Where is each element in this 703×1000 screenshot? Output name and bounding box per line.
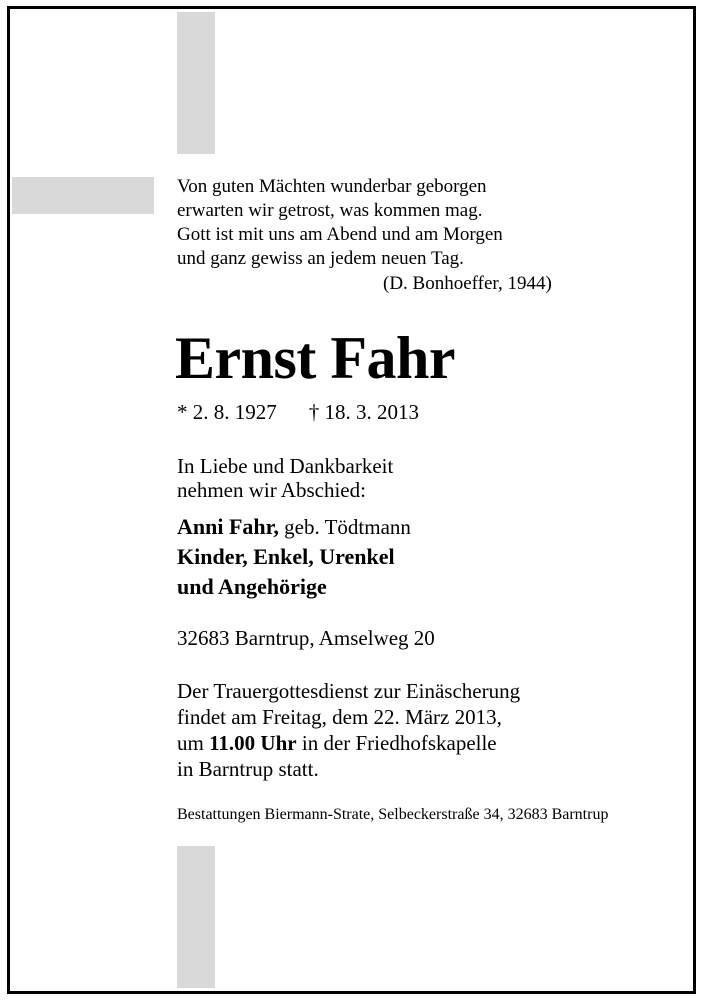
farewell-line: In Liebe und Dankbarkeit [177, 454, 394, 478]
deceased-name: Ernst Fahr [175, 325, 455, 391]
verse-line: Gott ist mit uns am Abend und am Morgen [177, 224, 503, 245]
service-time: 11.00 Uhr [209, 731, 297, 755]
service-details [177, 678, 520, 782]
farewell-line: nehmen wir Abschied: [177, 478, 366, 502]
verse-line: erwarten wir getrost, was kommen mag. [177, 200, 483, 221]
relatives-line [177, 572, 411, 602]
family-members: Kinder, Enkel, Urenkel [177, 544, 395, 569]
spouse-name: Anni Fahr, [177, 514, 279, 539]
service-line: in Barntrup statt. [177, 757, 319, 781]
cross-bar-top [177, 12, 215, 154]
service-time-prefix: um [177, 731, 204, 755]
spouse-line [177, 512, 411, 542]
spouse-maiden-name: geb. Tödtmann [284, 515, 411, 539]
farewell-text [177, 454, 393, 502]
verse-line: Von guten Mächten wunderbar geborgen [177, 176, 487, 197]
service-location: in der Friedhofskapelle [301, 731, 497, 755]
birth-date: * 2. 8. 1927 [177, 400, 277, 424]
family-address: 32683 Barntrup, Amselweg 20 [177, 626, 435, 650]
family-line [177, 542, 411, 572]
undertaker-info: Bestattungen Biermann-Strate, Selbeckerstraße 34, 32683 Barntrup [177, 806, 609, 823]
cross-bar-bottom [177, 846, 215, 988]
service-line [177, 730, 520, 756]
verse-attribution: (D. Bonhoeffer, 1944) [383, 273, 552, 294]
cross-bar-left [12, 177, 154, 214]
death-date: † 18. 3. 2013 [308, 400, 419, 424]
bonhoeffer-verse [177, 175, 503, 271]
mourners-list [177, 512, 411, 602]
life-dates [177, 399, 419, 425]
verse-line: und ganz gewiss an jedem neuen Tag. [177, 248, 464, 269]
service-line: findet am Freitag, dem 22. März 2013, [177, 705, 502, 729]
relatives: und Angehörige [177, 574, 327, 599]
service-line: Der Trauergottesdienst zur Einäscherung [177, 679, 521, 703]
